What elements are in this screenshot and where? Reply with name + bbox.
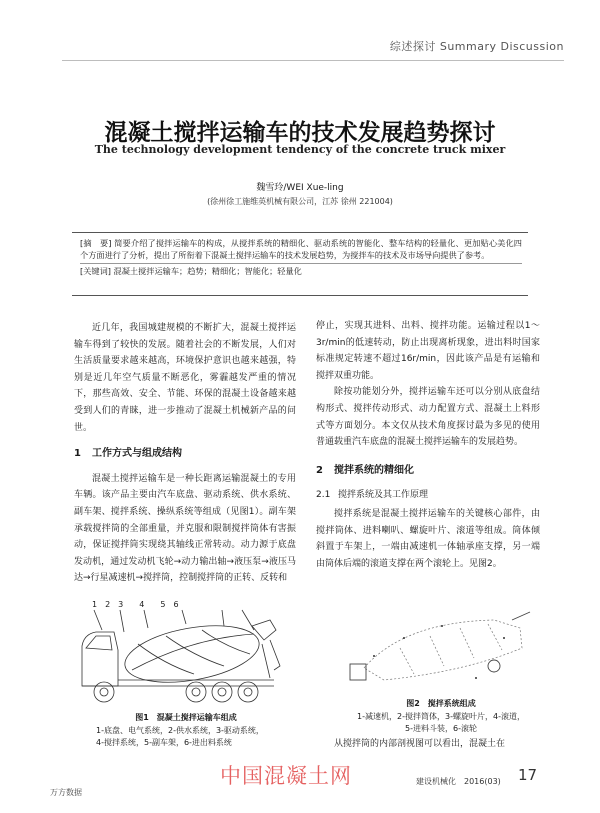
continuation-line: 从搅拌筒的内部剖视图可以看出，混凝土在	[334, 739, 506, 749]
right-paragraph-1: 停止，实现其进料、出料、搅拌功能。运输过程以1～3r/min的低速转动，防止出现离析现象，进出料时国家标准规定转速不超过16r/min，因此该产品是有运输和搅拌双重功能。	[316, 321, 540, 381]
section-2-1-title: 搅拌系统及其工作原理	[338, 490, 429, 501]
figure-2-legend-line-2: 5-进料斗装，6-滚轮	[405, 724, 477, 733]
intro-paragraph: 近几年，我国城建规模的不断扩大，混凝土搅拌运输车得到了较快的发展。随着社会的不断发展，人们对生活质量要求越来越高，环境保护意识也越来越强，特别是近几年空气质量不断恶化，雾霾越发严重的情况下，那些高效、安全、节能、环保的混凝土设备越来越受到人们的青睐，进一步推动了混凝土机械新产品的问世。	[74, 323, 296, 433]
section-1-heading	[74, 446, 296, 463]
page-number: 17	[518, 766, 538, 784]
section-2-title: 搅拌系统的精细化	[334, 464, 414, 476]
abstract-box	[72, 232, 528, 296]
journal-source: 建设机械化 2016(03)	[416, 777, 501, 786]
figure-2-mixing-system-drawing	[344, 608, 534, 692]
figure-1-caption-block	[74, 712, 298, 750]
column-right	[316, 318, 540, 572]
article-title: 混凝土搅拌运输车的技术发展趋势探讨	[104, 120, 496, 146]
author: 魏雪玲/WEI Xue-ling	[256, 183, 344, 193]
figure-1-caption: 图1 混凝土搅拌运输车组成	[135, 713, 237, 722]
watermark: 中国混凝土网	[220, 764, 352, 788]
section-1-title: 工作方式与组成结构	[92, 448, 182, 460]
section-2-1-number: 2.1	[316, 490, 331, 501]
section-2-1-heading	[316, 487, 540, 504]
section-1-number: 1	[74, 448, 81, 460]
keywords: [关键词] 混凝土搅拌运输车；趋势；精细化；智能化；轻量化	[80, 263, 522, 277]
article-title-english: The technology development tendency of the concrete truck mixer	[94, 143, 506, 156]
figure-1-legend-line-2: 4-搅拌系统，5-副车架，6-进出料系统	[96, 738, 232, 747]
section-1-paragraph: 混凝土搅拌运输车是一种长距离运输混凝土的专用车辆。该产品主要由汽车底盘、驱动系统、供水系统、副车架、搅拌系统、操纵系统等组成（见图1）。副车架承载搅拌筒的全部重量，并克服和限制搅拌筒体有害振动，保证搅拌筒实现绕其轴线正常转动。动力源于底盘发动机，通过发动机飞轮→动力输出轴→液压泵→液压马达→行星减速机→搅拌筒，控制搅拌筒的正转、反转和	[74, 473, 296, 584]
figure-2-legend-line-1: 1-减速机，2-搅拌筒体，3-螺旋叶片，4-滚道，	[357, 711, 525, 721]
figure-1-truck-mixer-drawing	[74, 600, 302, 708]
figure-2-caption: 图2 搅拌系统组成	[406, 699, 476, 708]
section-2-1-paragraph: 搅拌系统是混凝土搅拌运输车的关键核心部件，由搅拌筒体、进料喇叭、螺旋叶片、滚道等组成。筒体倾斜置于车架上，一端由减速机一体轴承座支撑，另一端由筒体后端的滚道支撑在两个滚轮上。见图2。	[316, 508, 540, 569]
figure-2-caption-block	[336, 698, 546, 736]
figure-1-callout-numbers: 1 2 3 4 5 6	[92, 600, 179, 609]
abstract: [摘 要] 简要介绍了搅拌运输车的构成，从搅拌系统的精细化、驱动系统的智能化、整车结构的轻量化、更加贴心美化四个方面进行了分析，提出了所衔着下混凝土搅拌运输车的技术发展趋势，为搅拌车的技术及市场导向提供了参考。	[80, 238, 522, 261]
section-2-number: 2	[316, 464, 323, 476]
header-section-label: 综述探讨 Summary Discussion	[389, 40, 564, 53]
database-label: 万方数据	[50, 788, 82, 797]
affiliation: (徐州徐工施维英机械有限公司，江苏 徐州 221004)	[207, 197, 393, 206]
figure-1-legend-line-1: 1-底盘、电气系统，2-供水系统，3-驱动系统，	[96, 725, 264, 735]
column-left	[74, 320, 296, 587]
header-divider	[62, 60, 564, 61]
section-2-heading	[316, 463, 540, 480]
right-paragraph-2: 除按功能划分外，搅拌运输车还可以分别从底盘结构形式、搅拌传动形式、动力配置方式、混凝土上料形式等方面划分。本文仅从技术角度探讨最为多见的使用普通载重汽车底盘的混凝土搅拌运输车的发展趋势。	[316, 387, 540, 448]
